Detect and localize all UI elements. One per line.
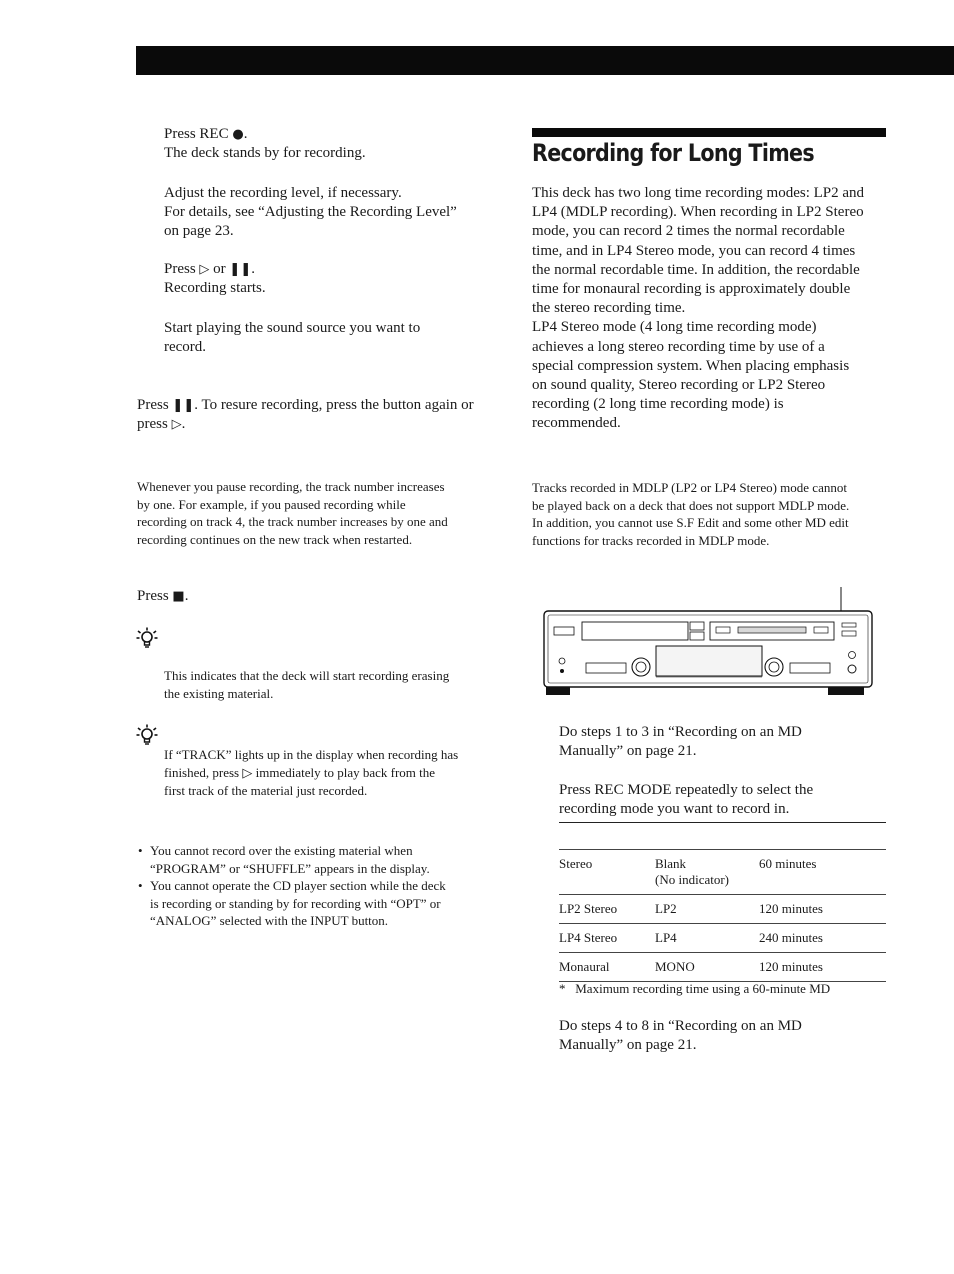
tip-track-note: If “TRACK” lights up in the display when recording has finished, press ▷ immediately to play back from the first track of the material just recorded. xyxy=(164,747,459,799)
recording-mode-table xyxy=(559,849,886,982)
record-circle-icon: ● xyxy=(232,127,244,142)
step-play: Press ▷ or ❚❚. Recording starts. xyxy=(164,261,266,297)
step-level: Adjust the recording level, if necessary. For details, see “Adjusting the Recording Level” on page 23. xyxy=(164,185,457,240)
play-icon: ▷ xyxy=(199,262,210,277)
play-icon: ▷ xyxy=(242,765,253,781)
table-row: Monaural MONO 120 minutes xyxy=(559,953,886,982)
table-row: LP4 Stereo LP4 240 minutes xyxy=(559,924,886,953)
table-row: LP2 Stereo LP2 120 minutes xyxy=(559,895,886,924)
pause-note: Whenever you pause recording, the track number increases by one. For example, if you paused recording while recording on track 4, the track number increases by one and recording continues on the new track when restarted. xyxy=(137,479,448,547)
table-row: Stereo Blank (No indicator) 60 minutes xyxy=(559,850,886,895)
page-title: Recording for Long Times xyxy=(532,139,814,167)
notes-list xyxy=(137,842,497,930)
step-3: Do steps 4 to 8 in “Recording on an MD Manually” on page 21. xyxy=(559,1018,802,1054)
header-bar xyxy=(136,46,954,75)
pause-instructions: Press ❚❚. To resure recording, press the button again or press ▷. xyxy=(137,397,474,433)
list-item: • You cannot record over the existing material when “PROGRAM” or “SHUFFLE” appears in the display. xyxy=(137,842,497,877)
play-icon: ▷ xyxy=(171,417,182,433)
stop-icon: ■ xyxy=(172,589,185,604)
intro-paragraph: This deck has two long time recording modes: LP2 and LP4 (MDLP recording). When recording in LP2 Stereo mode, you can record 2 times the normal recordable time, and in LP4 Stereo mode, you can record 4 times the normal recordable time. In addition, the recordable time for monaural recording is approximately double the stereo recording time. LP4 Stereo mode (4 long time recording mode) achieves a long stereo recording time by use of a special compression system. When placing emphasis on sound quality, Stereo recording or LP2 Stereo recording (2 long time recording mode) is recommended. xyxy=(532,185,865,432)
list-item: • You cannot operate the CD player section while the deck is recording or standing by for recording with “OPT” or “ANALOG” selected with the INPUT button. xyxy=(137,877,497,930)
lightbulb-icon xyxy=(136,627,158,651)
title-rule xyxy=(532,128,886,137)
step-source: Start playing the sound source you want to record. xyxy=(164,320,421,356)
table-header-rule xyxy=(559,822,886,823)
step-1: Do steps 1 to 3 in “Recording on an MD Manually” on page 21. xyxy=(559,724,802,760)
step-2: Press REC MODE repeatedly to select the recording mode you want to record in. xyxy=(559,782,814,818)
stop-instructions: Press ■. xyxy=(137,588,189,604)
deck-illustration xyxy=(540,585,880,705)
step-rec: Press REC ●. The deck stands by for recording. xyxy=(164,126,366,162)
pause-icon: ❚❚ xyxy=(229,262,252,277)
pause-icon: ❚❚ xyxy=(172,398,195,413)
tip-erase-note: This indicates that the deck will start recording erasing the existing material. xyxy=(164,668,450,701)
lightbulb-icon xyxy=(136,724,158,748)
mdlp-note: Tracks recorded in MDLP (LP2 or LP4 Stereo) mode cannot be played back on a deck that does not support MDLP mode. In addition, you cannot use S.F Edit and some other MD edit functions for tracks recorded in MDLP mode. xyxy=(532,480,850,548)
table-footnote: * Maximum recording time using a 60-minute MD xyxy=(559,981,831,996)
